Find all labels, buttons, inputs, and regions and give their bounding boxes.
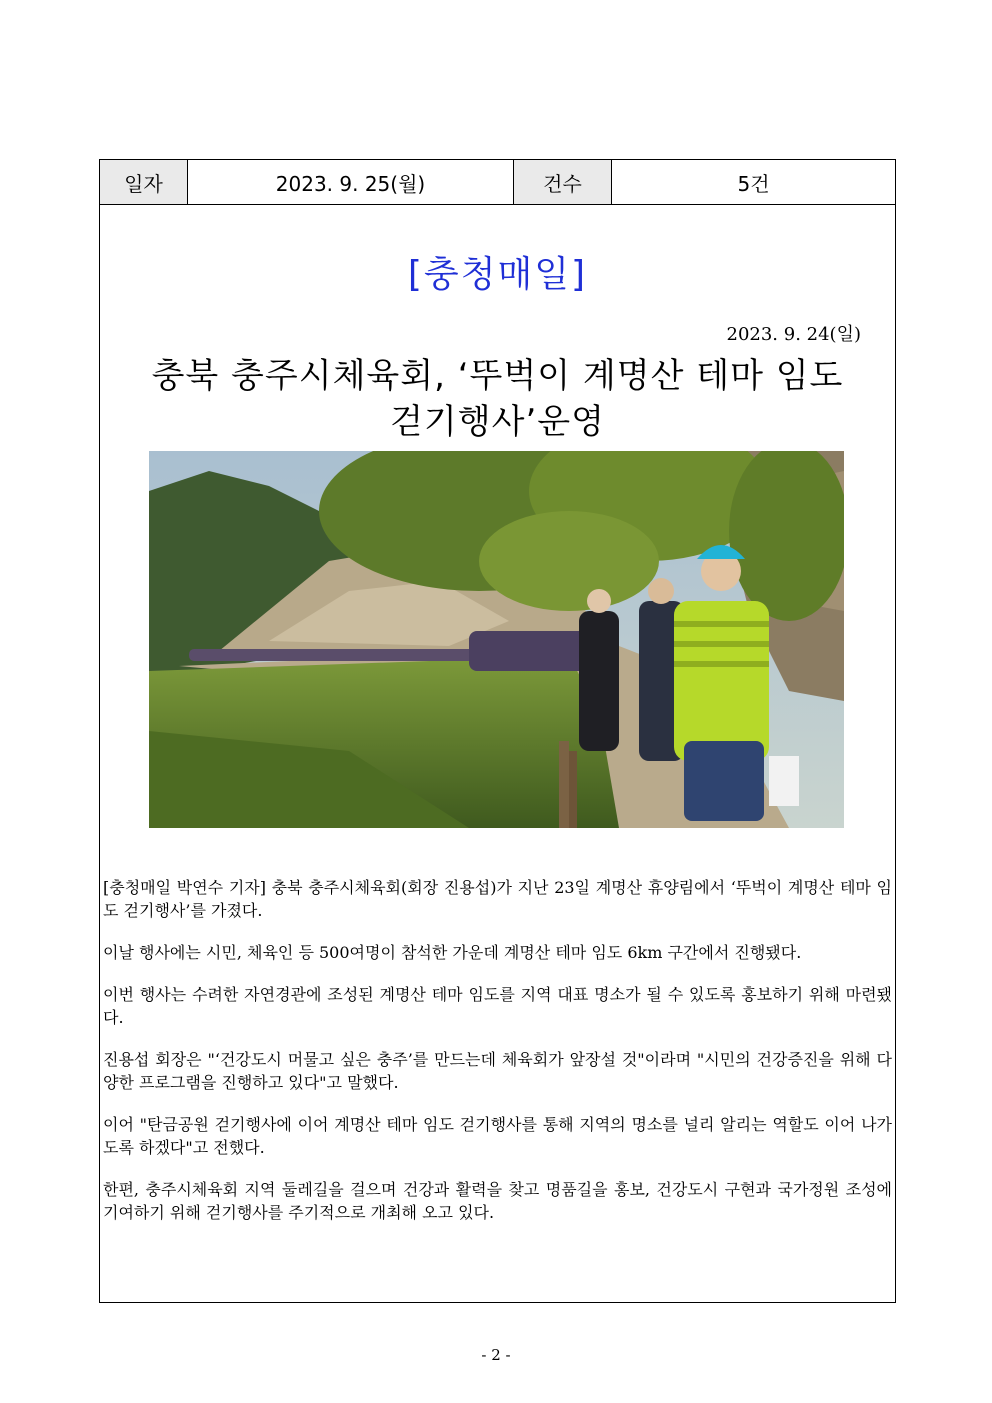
clipping-frame xyxy=(99,159,896,1303)
headline-line-1: 충북 충주시체육회, ‘뚜벅이 계명산 테마 임도 xyxy=(151,356,844,396)
headline xyxy=(100,353,895,445)
date-value: 2023. 9. 25(월) xyxy=(188,160,514,204)
page-number: - 2 - xyxy=(481,1346,511,1364)
paragraph-2: 이날 행사에는 시민, 체육인 등 500여명이 참석한 가운데 계명산 테마 임도 6km 구간에서 진행됐다. xyxy=(103,943,802,962)
hikers-on-forest-road-image xyxy=(149,451,844,828)
outlet-name: [충청매일] xyxy=(407,254,588,295)
count-value: 5건 xyxy=(737,171,770,196)
count-label: 건수 xyxy=(514,160,612,204)
paragraph-1: [충청매일 박연수 기자] 충북 충주시체육회(회장 진용섭)가 지난 23일 계명산 휴양림에서 ‘뚜벅이 계명산 테마 임도 걷기행사’를 가졌다. xyxy=(103,878,892,920)
info-header-row xyxy=(100,160,895,205)
article-body xyxy=(103,876,892,1243)
paragraph-6: 한편, 충주시체육회 지역 둘레길을 걸으며 건강과 활력을 찾고 명품길을 홍보, 건강도시 구현과 국가정원 조성에 기여하기 위해 걷기행사를 주기적으로 개최해 오고 있다. xyxy=(103,1180,892,1222)
article-photo xyxy=(149,451,844,828)
paragraph-5: 이어 "탄금공원 걷기행사에 이어 계명산 테마 임도 걷기행사를 통해 지역의 명소를 널리 알리는 역할도 이어 나가도록 하겠다"고 전했다. xyxy=(103,1115,892,1157)
publish-date: 2023. 9. 24(일) xyxy=(726,324,861,345)
paragraph-4: 진용섭 회장은 "‘건강도시 머물고 싶은 충주’를 만드는데 체육회가 앞장설 것"이라며 "시민의 건강증진을 위해 다양한 프로그램을 진행하고 있다"고 말했다. xyxy=(103,1050,892,1092)
date-label: 일자 xyxy=(100,160,188,204)
headline-line-2: 걷기행사’운영 xyxy=(390,402,605,442)
paragraph-3: 이번 행사는 수려한 자연경관에 조성된 계명산 테마 임도를 지역 대표 명소가 될 수 있도록 홍보하기 위해 마련됐다. xyxy=(103,985,892,1027)
